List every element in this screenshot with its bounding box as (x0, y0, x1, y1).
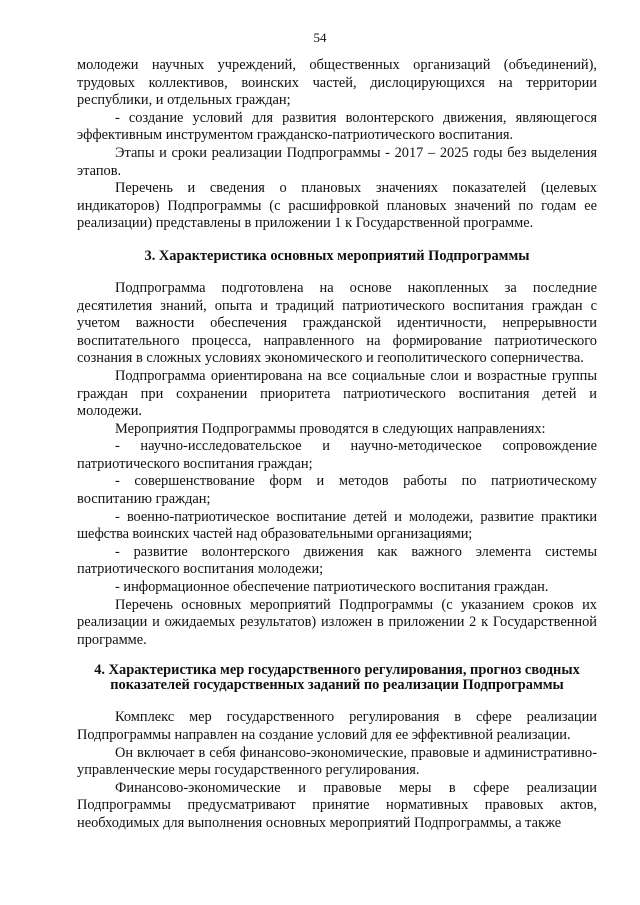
paragraph-includes: Он включает в себя финансово-экономические, правовые и административно-управленческие меры государственного регулирования. (77, 744, 597, 779)
paragraph-orientation: Подпрограмма ориентирована на все социальные слои и возрастные группы граждан при сохранении приоритета патриотического воспитания детей и молодежи. (77, 367, 597, 420)
paragraph-financial: Финансово-экономические и правовые меры в сфере реализации Подпрограммы предусматривают принятие нормативных правовых актов, необходимых для выполнения основных мероприятий Подпрограммы, а также (77, 779, 597, 831)
paragraph-activities-list: Перечень основных мероприятий Подпрограммы (с указанием сроков их реализации и ожидаемых результатов) изложен в приложении 2 к Государственной программе. (77, 596, 597, 648)
paragraph-directions-intro: Мероприятия Подпрограммы проводятся в следующих направлениях: (115, 420, 546, 437)
page-number: 54 (313, 30, 327, 45)
list-item-research: - научно-исследовательское и научно-методическое сопровождение патриотического воспитания граждан; (77, 438, 597, 472)
list-item-military: - военно-патриотическое воспитание детей и молодежи, развитие практики шефства воинских частей над образовательными организациями; (77, 508, 597, 543)
document-body (77, 57, 597, 833)
section-heading-4 (77, 663, 597, 693)
paragraph-indicators: Перечень и сведения о плановых значениях показателей (целевых индикаторов) Подпрограммы (с расшифровкой плановых значений по годам ее реализации) представлены в приложении 1 к Государственной программе. (77, 180, 597, 232)
section-heading-4-line-1: 4. Характеристика мер государственного регулирования, прогноз сводных (94, 662, 580, 679)
paragraph-continuation: молодежи научных учреждений, общественных организаций (объединений), трудовых коллективов, воинских частей, дислоцирующихся на территории республики, и отдельных граждан; (77, 57, 597, 109)
list-item-volunteer: - создание условий для развития волонтерского движения, являющегося эффективным инструментом гражданско-патриотического воспитания. (77, 109, 597, 144)
paragraph-basis: Подпрограмма подготовлена на основе накопленных за последние десятилетия знаний, опыта и традиций патриотического воспитания граждан с учетом важности обеспечения гражданской идентичности, непрерывности воспитательного процесса, направленного на формирование патриотического сознания в сложных условиях экономического и геополитического соперничества. (77, 279, 597, 367)
list-item-methods: - совершенствование форм и методов работы по патриотическому воспитанию граждан; (77, 473, 597, 508)
section-heading-4-line-2: показателей государственных заданий по реализации Подпрограммы (110, 677, 564, 694)
list-item-volunteering: - развитие волонтерского движения как важного элемента системы патриотического воспитания молодежи; (77, 543, 597, 578)
list-item-information: - информационное обеспечение патриотического воспитания граждан. (115, 579, 549, 596)
paragraph-regulation: Комплекс мер государственного регулирования в сфере реализации Подпрограммы направлен на создание условий для ее эффективной реализации. (77, 709, 597, 743)
paragraph-stages: Этапы и сроки реализации Подпрограммы - 2017 – 2025 годы без выделения этапов. (77, 144, 597, 179)
section-heading-3: 3. Характеристика основных мероприятий Подпрограммы (144, 247, 530, 264)
